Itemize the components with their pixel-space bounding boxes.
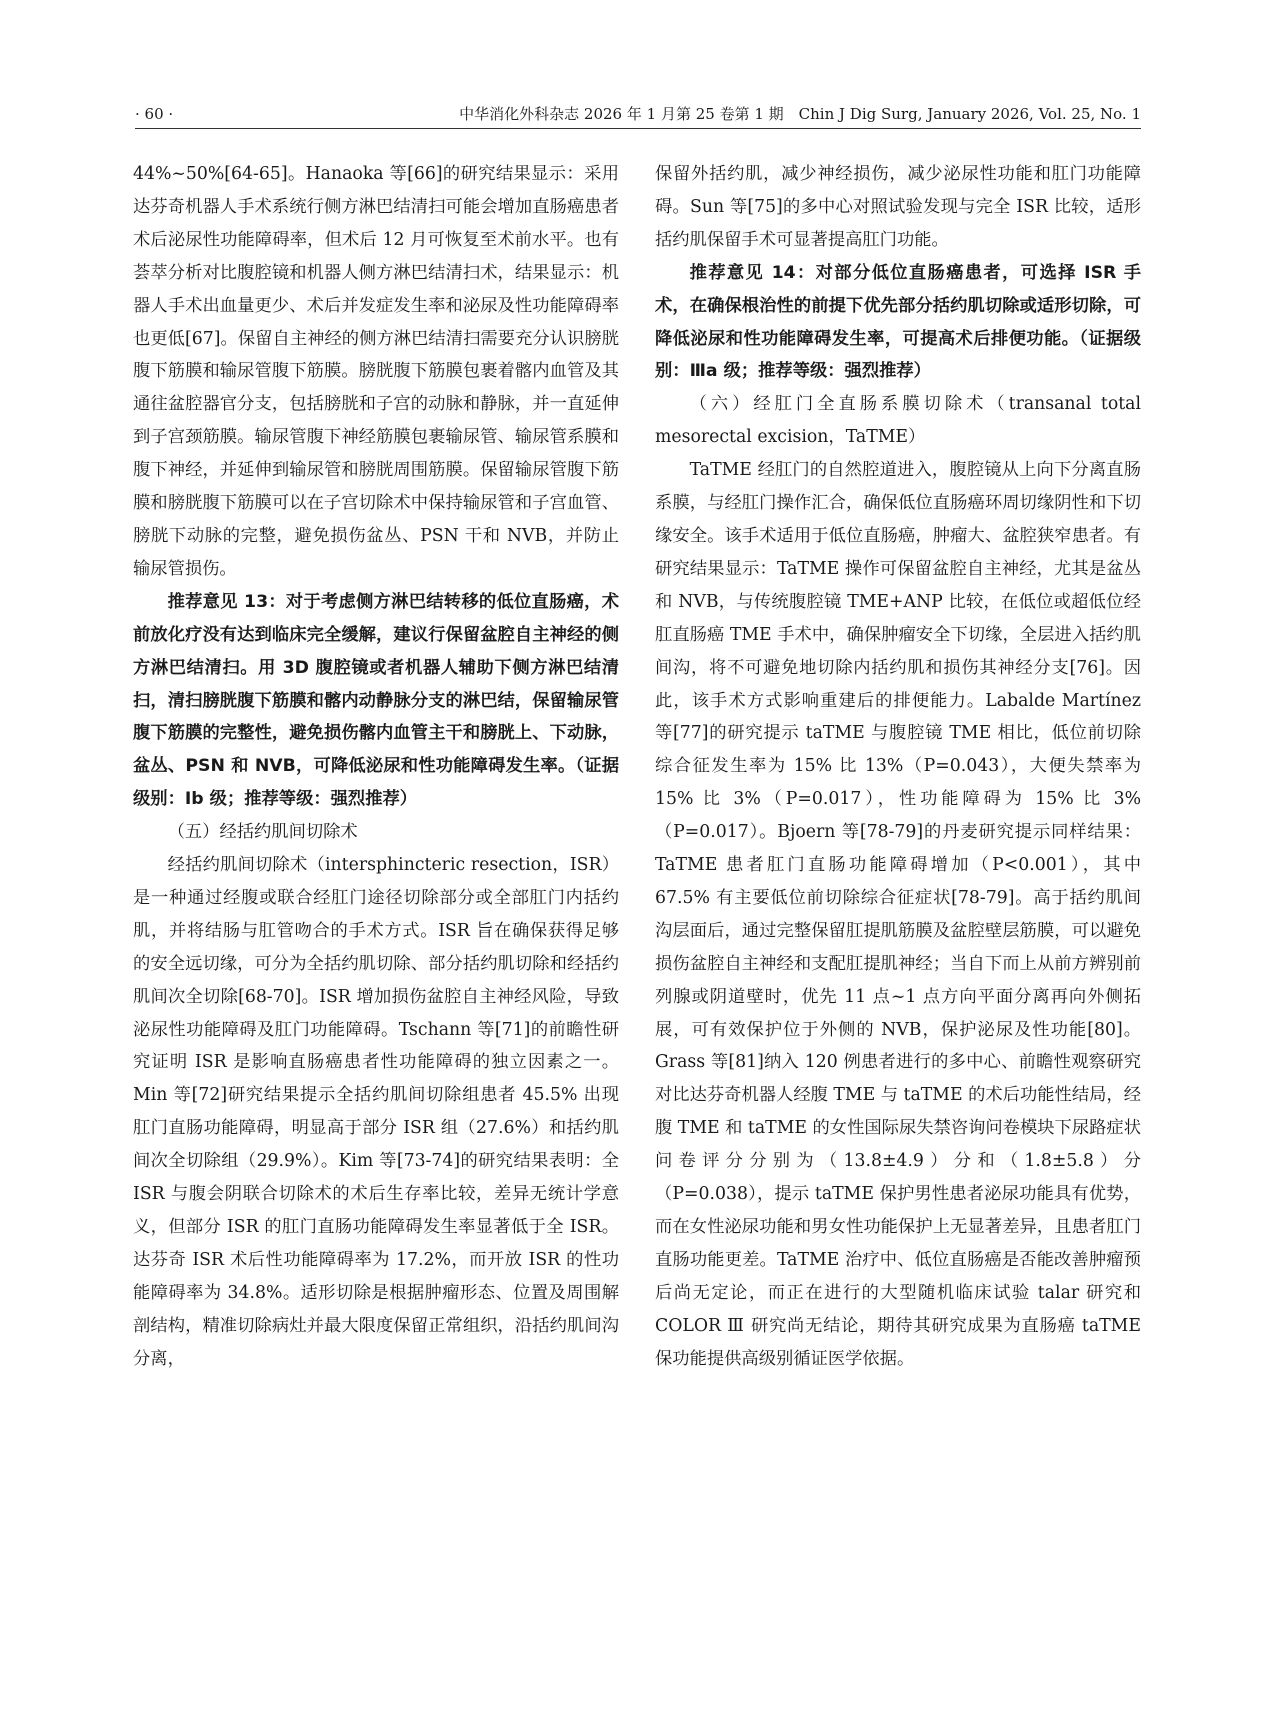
section-heading-tatme: （六）经肛门全直肠系膜切除术（transanal total mesorectal excision，TaTME） [655, 394, 1141, 448]
page-number: · 60 · [135, 105, 174, 123]
recommendation-14: 推荐意见 14：对部分低位直肠癌患者，可选择 ISR 手术，在确保根治性的前提下优先部分括约肌切除或适形切除，可降低泌尿和性功能障碍发生率，可提高术后排便功能。（证据级别：Ⅲa 级；推荐等级：强烈推荐） [655, 262, 1141, 382]
right-column [655, 158, 1141, 1376]
left-column [133, 158, 619, 1376]
paragraph-isr-continued: 保留外括约肌，减少神经损伤，减少泌尿性功能和肛门功能障碍。Sun 等[75]的多中心对照试验发现与完全 ISR 比较，适形括约肌保留手术可显著提高肛门功能。 [655, 164, 1141, 250]
recommendation-13: 推荐意见 13：对于考虑侧方淋巴结转移的低位直肠癌，术前放化疗没有达到临床完全缓解，建议行保留盆腔自主神经的侧方淋巴结清扫。用 3D 腹腔镜或者机器人辅助下侧方淋巴结清扫，清扫膀胱腹下筋膜和髂内动静脉分支的淋巴结，保留输尿管腹下筋膜的完整性，避免损伤髂内血管主干和膀胱上、下动脉，盆丛、PSN 和 NVB，可降低泌尿和性功能障碍发生率。（证据级别：Ⅰb 级；推荐等级：强烈推荐） [133, 591, 619, 810]
paragraph-isr: 经括约肌间切除术（intersphincteric resection，ISR）是一种通过经腹或联合经肛门途径切除部分或全部肛门内括约肌，并将结肠与肛管吻合的手术方式。ISR 旨在确保获得足够的安全远切缘，可分为全括约肌切除、部分括约肌切除和经括约肌间次全切除[68-70]。ISR 增加损伤盆腔自主神经风险，导致泌尿性功能障碍及肛门功能障碍。Tschann 等[71]的前瞻性研究证明 ISR 是影响直肠癌患者性功能障碍的独立因素之一。Min 等[72]研究结果提示全括约肌间切除组患者 45.5% 出现肛门直肠功能障碍，明显高于部分 ISR 组（27.6%）和括约肌间次全切除组（29.9%）。Kim 等[73-74]的研究结果表明：全 ISR 与腹会阴联合切除术的术后生存率比较，差异无统计学意义，但部分 ISR 的肛门直肠功能障碍发生率显著低于全 ISR。达芬奇 ISR 术后性功能障碍率为 17.2%，而开放 ISR 的性功能障碍率为 34.8%。适形切除是根据肿瘤形态、位置及周围解剖结构，精准切除病灶并最大限度保留正常组织，沿括约肌间沟分离， [133, 855, 619, 1369]
running-header [135, 104, 1141, 129]
paragraph-tatme: TaTME 经肛门的自然腔道进入，腹腔镜从上向下分离直肠系膜，与经肛门操作汇合，确保低位直肠癌环周切缘阴性和下切缘安全。该手术适用于低位直肠癌，肿瘤大、盆腔狭窄患者。有研究结果显示：TaTME 操作可保留盆腔自主神经，尤其是盆丛和 NVB，与传统腹腔镜 TME+ANP 比较，在低位或超低位经肛直肠癌 TME 手术中，确保肿瘤安全下切缘，全层进入括约肌间沟，将不可避免地切除内括约肌和损伤其神经分支[76]。因此，该手术方式影响重建后的排便能力。Labalde Martínez 等[77]的研究提示 taTME 与腹腔镜 TME 相比，低位前切除综合征发生率为 15% 比 13%（P=0.043），大便失禁率为 15% 比 3%（P=0.017），性功能障碍为 15% 比 3%（P=0.017）。Bjoern 等[78-79]的丹麦研究提示同样结果：TaTME 患者肛门直肠功能障碍增加（P<0.001），其中 67.5% 有主要低位前切除综合征症状[78-79]。高于括约肌间沟层面后，通过完整保留肛提肌筋膜及盆腔壁层筋膜，可以避免损伤盆腔自主神经和支配肛提肌神经；当自下而上从前方辨别前列腺或阴道壁时，优先 11 点~1 点方向平面分离再向外侧拓展，可有效保护位于外侧的 NVB，保护泌尿及性功能[80]。Grass 等[81]纳入 120 例患者进行的多中心、前瞻性观察研究对比达芬奇机器人经腹 TME 与 taTME 的术后功能性结局，经腹 TME 和 taTME 的女性国际尿失禁咨询问卷模块下尿路症状问卷评分分别为（13.8±4.9）分和（1.8±5.8）分（P=0.038），提示 taTME 保护男性患者泌尿功能具有优势，而在女性泌尿功能和男女性功能保护上无显著差异，且患者肛门直肠功能更差。TaTME 治疗中、低位直肠癌是否能改善肿瘤预后尚无定论，而正在进行的大型随机临床试验 talar 研究和 COLOR Ⅲ 研究尚无结论，期待其研究成果为直肠癌 taTME 保功能提供高级别循证医学依据。 [655, 460, 1141, 1369]
section-heading-isr: （五）经括约肌间切除术 [167, 822, 358, 843]
paragraph-lateral-lymph-node: 44%~50%[64-65]。Hanaoka 等[66]的研究结果显示：采用达芬奇机器人手术系统行侧方淋巴结清扫可能会增加直肠癌患者术后泌尿性功能障碍率，但术后 12 月可恢复至术前水平。也有荟萃分析对比腹腔镜和机器人侧方淋巴结清扫术，结果显示：机器人手术出血量更少、术后并发症发生率和泌尿及性功能障碍率也更低[67]。保留自主神经的侧方淋巴结清扫需要充分认识膀胱腹下筋膜和输尿管腹下筋膜。膀胱腹下筋膜包裹着髂内血管及其通往盆腔器官分支，包括膀胱和子宫的动脉和静脉，并一直延伸到子宫颈筋膜。输尿管腹下神经筋膜包裹输尿管、输尿管系膜和腹下神经，并延伸到输尿管和膀胱周围筋膜。保留输尿管腹下筋膜和膀胱腹下筋膜可以在子宫切除术中保持输尿管和子宫血管、膀胱下动脉的完整，避免损伤盆丛、PSN 干和 NVB，并防止输尿管损伤。 [133, 164, 619, 579]
journal-citation: 中华消化外科杂志 2026 年 1 月第 25 卷第 1 期 Chin J Dig Surg, January 2026, Vol. 25, No. 1 [459, 105, 1141, 123]
